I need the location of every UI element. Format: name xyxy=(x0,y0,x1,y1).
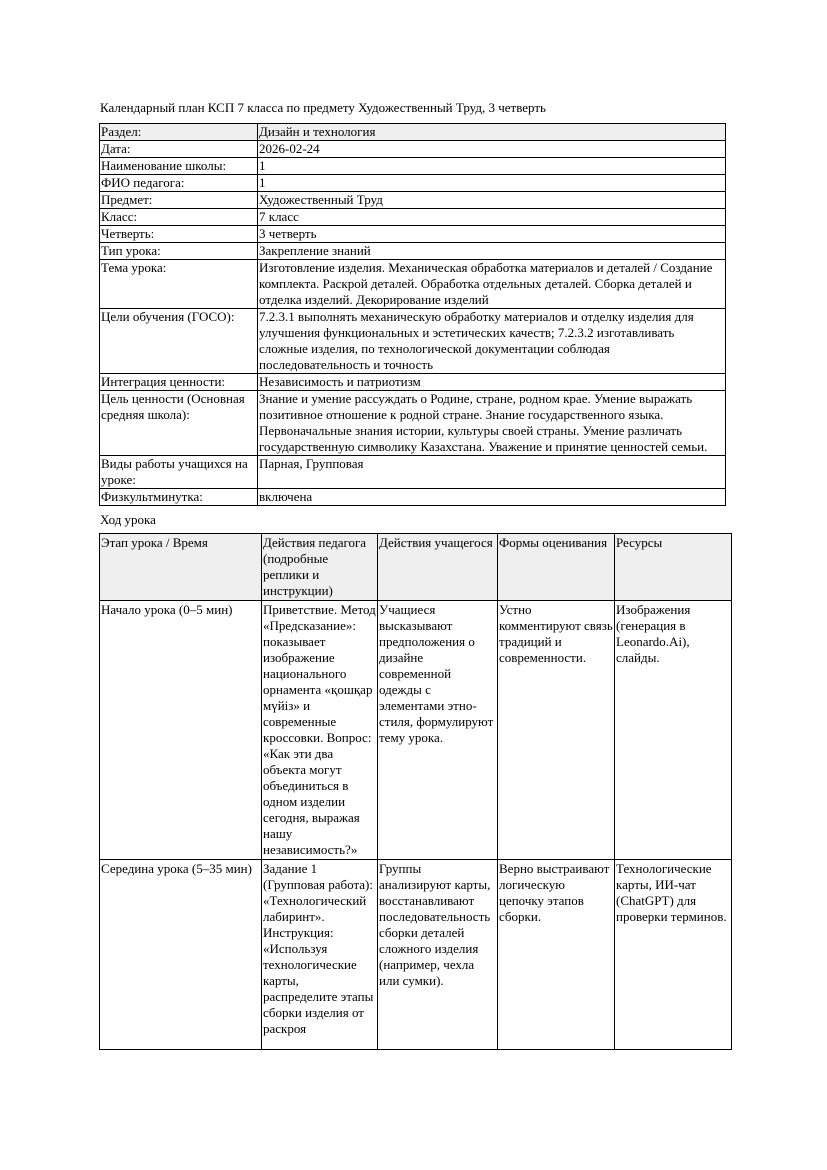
info-label: Дата: xyxy=(100,141,258,158)
info-value: 1 xyxy=(258,158,726,175)
header-student: Действия учащегося xyxy=(378,534,498,601)
info-value: Закрепление знаний xyxy=(258,243,726,260)
info-label: Раздел: xyxy=(100,124,258,141)
info-label: Тип урока: xyxy=(100,243,258,260)
cell-student: Учащиеся высказывают предположения о дизайне современной одежды с элементами этно-стиля, формулируют тему урока. xyxy=(378,601,498,860)
info-row xyxy=(100,456,726,489)
info-value: Знание и умение рассуждать о Родине, стране, родном крае. Умение выражать позитивное отношение к родной стране. Знание государственного языка. Первоначальные знания истории, культуры своей страны. Умение различать государственную символику Казахстана. Уважение и принятие ценностей семьи. xyxy=(258,391,726,456)
info-row xyxy=(100,158,726,175)
info-value: Художественный Труд xyxy=(258,192,726,209)
info-value: 7.2.3.1 выполнять механическую обработку материалов и отделку изделия для улучшения функциональных и эстетических качеств; 7.2.3.2 изготавливать сложные изделия, по технологической документации соблюдая последовательность и точность xyxy=(258,309,726,374)
info-value: Парная, Групповая xyxy=(258,456,726,489)
table-row xyxy=(100,860,732,1050)
info-row xyxy=(100,374,726,391)
info-label: Цели обучения (ГОСО): xyxy=(100,309,258,374)
cell-assessment: Верно выстраивают логическую цепочку этапов сборки. xyxy=(498,860,615,1050)
info-label: Интеграция ценности: xyxy=(100,374,258,391)
header-stage: Этап урока / Время xyxy=(100,534,262,601)
cell-student: Группы анализируют карты, восстанавливают последовательность сборки деталей сложного изделия (например, чехла или сумки). xyxy=(378,860,498,1050)
info-label: ФИО педагога: xyxy=(100,175,258,192)
header-teacher: Действия педагога (подробные реплики и инструкции) xyxy=(262,534,378,601)
cell-teacher: Задание 1 (Групповая работа): «Технологический лабиринт». Инструкция: «Используя технологические карты, распределите этапы сборки изделия от раскроя xyxy=(262,860,378,1050)
header-resources: Ресурсы xyxy=(615,534,732,601)
header-assessment: Формы оценивания xyxy=(498,534,615,601)
page-title: Календарный план КСП 7 класса по предмету Художественный Труд, 3 четверть xyxy=(100,100,546,115)
cell-teacher: Приветствие. Метод «Предсказание»: показывает изображение национального орнамента «қошқар мүйіз» и современные кроссовки. Вопрос: «Как эти два объекта могут объединиться в одном изделии сегодня, выражая нашу независимость?» xyxy=(262,601,378,860)
info-row xyxy=(100,309,726,374)
info-value: включена xyxy=(258,489,726,506)
info-row xyxy=(100,124,726,141)
section-title: Ход урока xyxy=(100,512,156,527)
info-row xyxy=(100,391,726,456)
info-label: Наименование школы: xyxy=(100,158,258,175)
info-value: 1 xyxy=(258,175,726,192)
cell-stage: Середина урока (5–35 мин) xyxy=(100,860,262,1050)
info-row xyxy=(100,175,726,192)
info-label: Предмет: xyxy=(100,192,258,209)
info-row xyxy=(100,243,726,260)
lesson-table xyxy=(99,533,732,1050)
cell-assessment: Устно комментируют связь традиций и современности. xyxy=(498,601,615,860)
lesson-header-row xyxy=(100,534,732,601)
info-label: Тема урока: xyxy=(100,260,258,309)
info-label: Виды работы учащихся на уроке: xyxy=(100,456,258,489)
info-value: 3 четверть xyxy=(258,226,726,243)
info-value: 2026-02-24 xyxy=(258,141,726,158)
cell-resources: Технологические карты, ИИ-чат (ChatGPT) для проверки терминов. xyxy=(615,860,732,1050)
info-label: Цель ценности (Основная средняя школа): xyxy=(100,391,258,456)
info-label: Четверть: xyxy=(100,226,258,243)
info-row xyxy=(100,192,726,209)
info-value: 7 класс xyxy=(258,209,726,226)
info-value: Дизайн и технология xyxy=(258,124,726,141)
info-table xyxy=(99,123,726,506)
info-label: Физкультминутка: xyxy=(100,489,258,506)
table-row xyxy=(100,601,732,860)
info-value: Изготовление изделия. Механическая обработка материалов и деталей / Создание комплекта. Раскрой деталей. Обработка отдельных деталей. Сборка деталей и отделка изделий. Декорирование изделий xyxy=(258,260,726,309)
info-row xyxy=(100,209,726,226)
info-label: Класс: xyxy=(100,209,258,226)
info-row xyxy=(100,260,726,309)
info-row xyxy=(100,141,726,158)
cell-stage: Начало урока (0–5 мин) xyxy=(100,601,262,860)
info-row xyxy=(100,226,726,243)
info-row xyxy=(100,489,726,506)
info-value: Независимость и патриотизм xyxy=(258,374,726,391)
cell-resources: Изображения (генерация в Leonardo.Ai), слайды. xyxy=(615,601,732,860)
